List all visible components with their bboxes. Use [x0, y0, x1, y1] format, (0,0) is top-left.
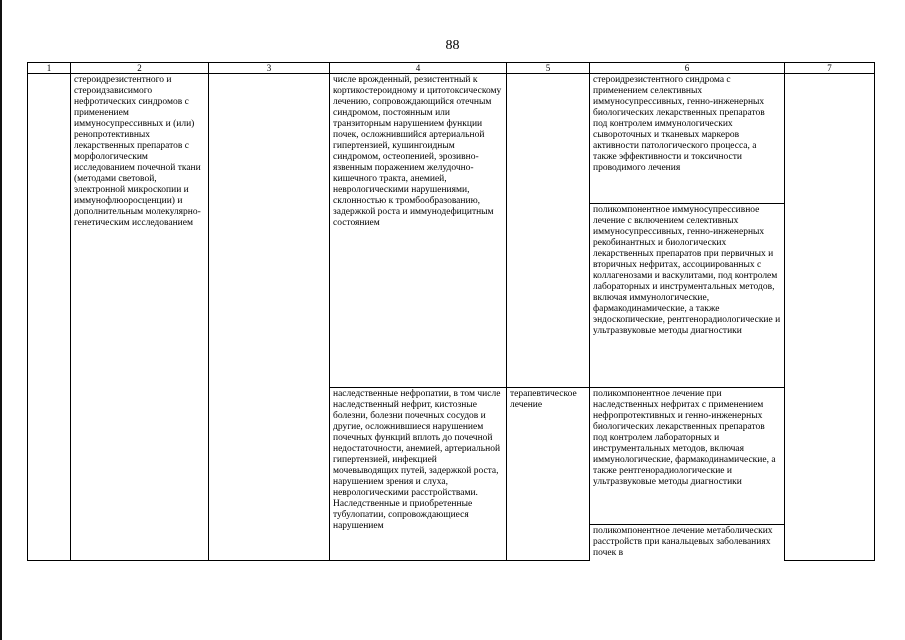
cell-col1: [28, 74, 71, 561]
table-row: [28, 74, 875, 204]
cell-col6-treatment: поликомпонентное иммуносупрессивное лечение с включением селективных иммуносупрессивных, генно-инженерных рекобинантных и биологических лекарственных препаратов при первичных и вторичных нефритах, ассоциированных с коллагенозами и васкулитами, под контролем лабораторных и инструментальных методов, включая иммунологические, фармакодинамические, а также эндоскопические, рентгенорадиологические и ультразвуковые методы диагностики: [590, 204, 785, 388]
cell-col6-treatment: стероидрезистентного синдрома с применением селективных иммуносупрессивных, генно-инженерных биологических лекарственных препаратов под контролем иммунологических сывороточных и тканевых маркеров активности патологического процесса, а также эффективности и токсичности проводимого лечения: [590, 74, 785, 204]
column-header-4: 4: [330, 63, 507, 74]
cell-col2-method: стероидрезистентного и стероидзависимого нефротических синдромов с применением иммуносупрессивных и (или) ренопротективных лекарственных препаратов с морфологическим исследованием почечной ткани (методами световой, электронной микроскопии и иммунофлюоросценции) и дополнительным молекулярно-генетическим исследованием: [71, 74, 209, 561]
column-header-5: 5: [507, 63, 590, 74]
cell-col3: [209, 74, 330, 561]
column-number-row: [28, 63, 875, 74]
cell-col6-treatment: поликомпонентное лечение при наследственных нефритах с применением нефропротективных и генно-инженерных биологических лекарственных препаратов под контролем лабораторных и инструментальных методов, включая иммунологические, фармакодинамические, а также рентгенорадиологические и ультразвуковые методы диагностики: [590, 388, 785, 525]
cell-col6-treatment: поликомпонентное лечение метаболических расстройств при канальцевых заболеваниях почек в: [590, 525, 785, 561]
column-header-2: 2: [71, 63, 209, 74]
column-header-3: 3: [209, 63, 330, 74]
column-header-6: 6: [590, 63, 785, 74]
column-header-7: 7: [785, 63, 875, 74]
cell-col4-diagnosis: наследственные нефропатии, в том числе наследственный нефрит, кистозные болезни, болезни почечных сосудов и другие, осложнившиеся нарушением почечных функций вплоть до почечной недостаточности, анемией, артериальной гипертензией, инфекцией мочевыводящих путей, задержкой роста, нарушением зрения и слуха, неврологическими расстройствами. Наследственные и приобретенные тубулопатии, сопровождающиеся нарушением: [330, 388, 507, 561]
cell-col5: [507, 74, 590, 388]
page-number: 88: [445, 38, 460, 53]
cell-col7: [785, 74, 875, 561]
treatment-table: [27, 62, 875, 561]
cell-col5-treatment-type: терапевтическое лечение: [507, 388, 590, 561]
cell-col4-diagnosis: числе врожденный, резистентный к кортикостероидному и цитотоксическому лечению, сопровождающийся отечным синдромом, постоянным или транзиторным нарушением функции почек, осложнившийся артериальной гипертензией, кушингоидным синдромом, остеопенией, эрозивно-язвенным поражением желудочно-кишечного тракта, анемией, неврологическими нарушениями, склонностью к тромбообразованию, задержкой роста и иммунодефицитным состоянием: [330, 74, 507, 388]
left-page-edge: [0, 0, 2, 640]
column-header-1: 1: [28, 63, 71, 74]
